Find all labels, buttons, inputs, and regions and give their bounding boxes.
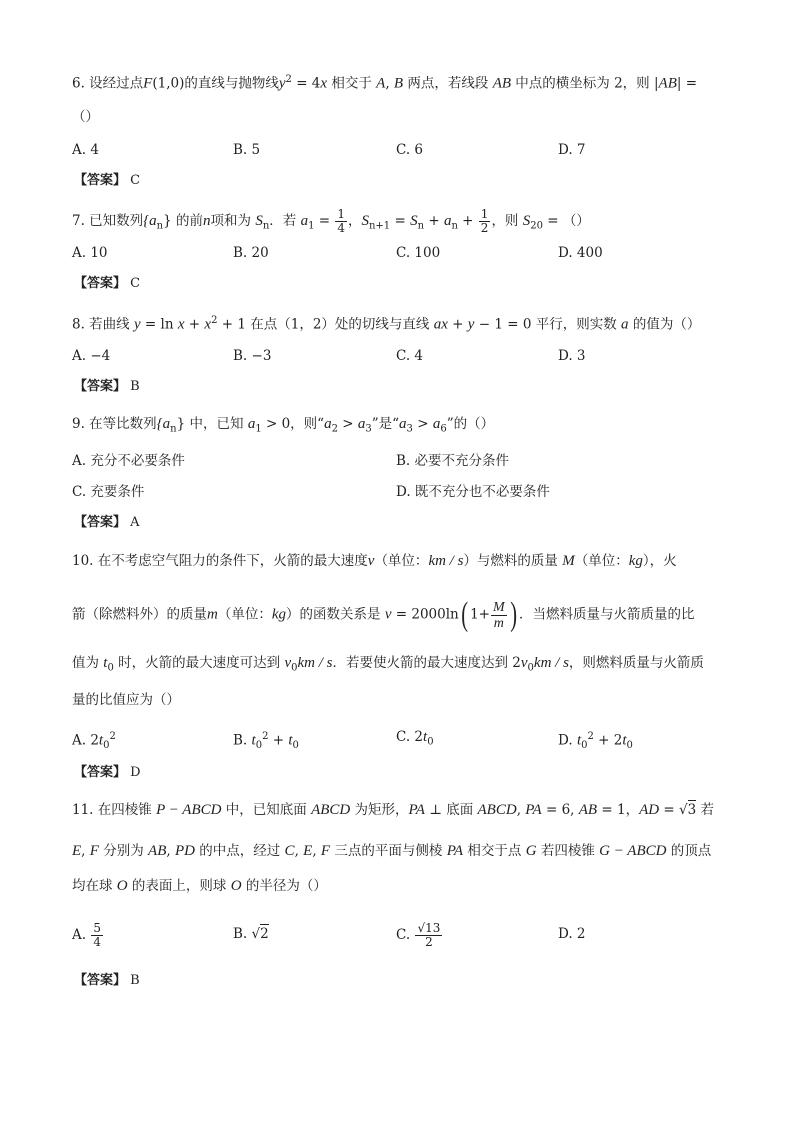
q10-stem-line3: 值为 $t_0$ 时，火箭的最大速度可达到 $v_0km$ / s．若要使火箭的最大速度达到 $2v_0km$ / s，则燃料质量与火箭质 (72, 655, 704, 674)
q11-answer: 【答案】 B (74, 973, 140, 988)
q11-option-c: C. $\frac{√13}{2}$ (396, 921, 441, 949)
q11-stem-line3: 均在球 O 的表面上，则球 O 的半径为（） (72, 878, 327, 894)
q11-stem-line2: E, F 分别为 AB, PD 的中点，经过 C, E, F 三点的平面与侧棱 PA 相交于点 G 若四棱锥 G − ABCD 的顶点 (72, 843, 712, 859)
fraction: $\frac{5}{4}$ (93, 921, 101, 949)
q8-option-a: A. −4 (72, 348, 111, 364)
q7-option-b: B. 20 (233, 245, 269, 261)
q11-option-b: B. √2 (233, 926, 269, 942)
fraction: $\frac{√13}{2}$ (417, 921, 441, 949)
q10-option-d: D. $t_0^2 + 2t_0$ (558, 731, 633, 752)
q10-option-b: B. $t_0^2 + t_0$ (233, 731, 299, 752)
q10-option-a: A. $2t_0^2$ (72, 731, 116, 752)
q8-answer: 【答案】 B (74, 379, 140, 394)
q7-option-c: C. 100 (396, 245, 441, 261)
q9-answer: 【答案】 A (74, 515, 140, 530)
q9-option-d: D. 既不充分也不必要条件 (396, 484, 550, 500)
q8-option-c: C. 4 (396, 348, 424, 364)
q7-answer: 【答案】 C (74, 276, 141, 291)
q6-option-c: C. 6 (396, 142, 424, 158)
q7-stem: 7. 已知数列$\{a_n\}$ 的前n项和为 $S_n$．若 $a_1$ = $\frac{1}{4}$ ，$S_{n+1} = S_n + a_n$ + $\frac{1}{2}$ ，则 $S_{20}$ = （） (72, 207, 590, 235)
q10-stem-line2: 箭（除燃料外）的质量m（单位：kg）的函数关系是 v = 2000ln( 1+ $\frac{M}{m}$ ) ．当燃料质量与火箭质量的比 (72, 596, 695, 633)
q6-option-b: B. 5 (233, 142, 261, 158)
q6-stem-line1: 6. 设经过点F(1,0)的直线与抛物线$y^2 = 4x$ 相交于 A, B 两点，若线段 AB 中点的横坐标为 2，则 |AB| = (72, 74, 698, 92)
q9-option-a: A. 充分不必要条件 (72, 453, 185, 469)
q6-option-d: D. 7 (558, 142, 586, 158)
q10-option-c: C. $2t_0$ (396, 729, 434, 748)
q9-stem: 9. 在等比数列$\{a_n\}$ 中，已知 $a_1 > 0$，则“$a_2 > a_3$”是“$a_3 > a_6$”的（） (72, 416, 495, 435)
fraction: $\frac{M}{m}$ (492, 599, 505, 631)
q9-option-c: C. 充要条件 (72, 484, 145, 500)
q6-stem-line2: （） (72, 109, 99, 125)
q6-option-a: A. 4 (72, 142, 99, 158)
q7-option-a: A. 10 (72, 245, 108, 261)
q8-stem: 8. 若曲线 $y = \ln x + x^2 + 1$ 在点（1，2）处的切线与直线 ax + y − 1 = 0 平行，则实数 a 的值为（） (72, 315, 701, 333)
q7-option-d: D. 400 (558, 245, 603, 261)
q11-stem-line1: 11. 在四棱锥 P − ABCD 中，已知底面 ABCD 为矩形，PA ⊥ 底面 ABCD, PA = 6, AB = 1，AD = √3 若 (72, 802, 714, 818)
fraction: $\frac{1}{4}$ (337, 207, 345, 235)
q10-answer: 【答案】 D (74, 765, 141, 780)
q9-option-b: B. 必要不充分条件 (396, 453, 510, 469)
q6-answer: 【答案】 C (74, 173, 141, 188)
q10-stem-line4: 量的比值应为（） (72, 692, 180, 708)
q10-stem-line1: 10. 在不考虑空气阻力的条件下，火箭的最大速度v（单位：km / s）与燃料的质量 M（单位：kg），火 (72, 553, 677, 569)
fraction: $\frac{1}{2}$ (480, 207, 489, 235)
q8-option-d: D. 3 (558, 348, 586, 364)
q11-option-a: A. $\frac{5}{4}$ (72, 921, 101, 949)
q8-option-b: B. −3 (233, 348, 272, 364)
q11-option-d: D. 2 (558, 926, 586, 942)
